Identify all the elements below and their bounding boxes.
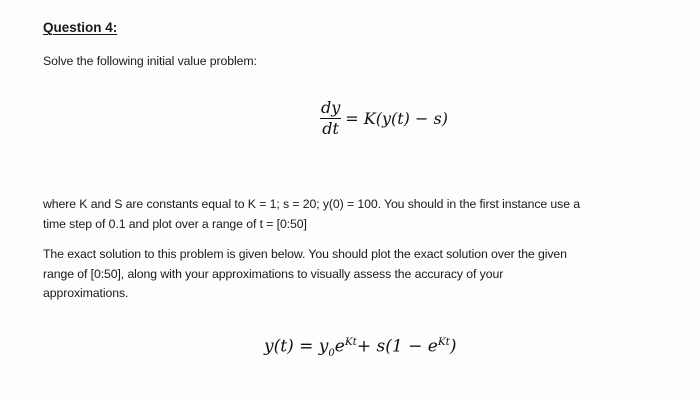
exact-solution-paragraph <box>43 245 643 304</box>
solution-end: ) <box>449 336 457 357</box>
intro-text: Solve the following initial value problem: <box>43 54 257 68</box>
constants-paragraph <box>43 195 643 234</box>
y0-base: y <box>318 336 329 357</box>
fraction-denominator: dt <box>322 118 339 138</box>
exact-solution-equation <box>264 336 457 359</box>
fraction-numerator: dy <box>321 97 341 117</box>
exponent-2: Kt <box>437 336 450 348</box>
exact-line-2: range of [0:50], along with your approximations to visually assess the accuracy of your <box>43 266 504 281</box>
y0-subscript: 0 <box>328 348 335 360</box>
equation-rhs: = K(y(t) − s) <box>345 108 448 128</box>
question-heading: Question 4: <box>43 20 118 35</box>
derivative-fraction <box>320 99 341 138</box>
exact-line-1: The exact solution to this problem is given below. You should plot the exact solution over the given <box>43 247 567 261</box>
constants-line-1: where K and S are constants equal to K = 1; s = 20; y(0) = 100. You should in the first instance use a <box>43 197 581 211</box>
solution-lhs: y(t) = <box>264 336 319 357</box>
constants-line-2: time step of 0.1 and plot over a range of t = [0:50] <box>43 216 307 231</box>
exponential-base: e <box>334 336 345 357</box>
differential-equation <box>320 95 448 141</box>
exponent-1: Kt <box>344 336 357 348</box>
solution-middle: + s(1 − e <box>356 336 438 357</box>
exact-line-3: approximations. <box>43 286 129 300</box>
